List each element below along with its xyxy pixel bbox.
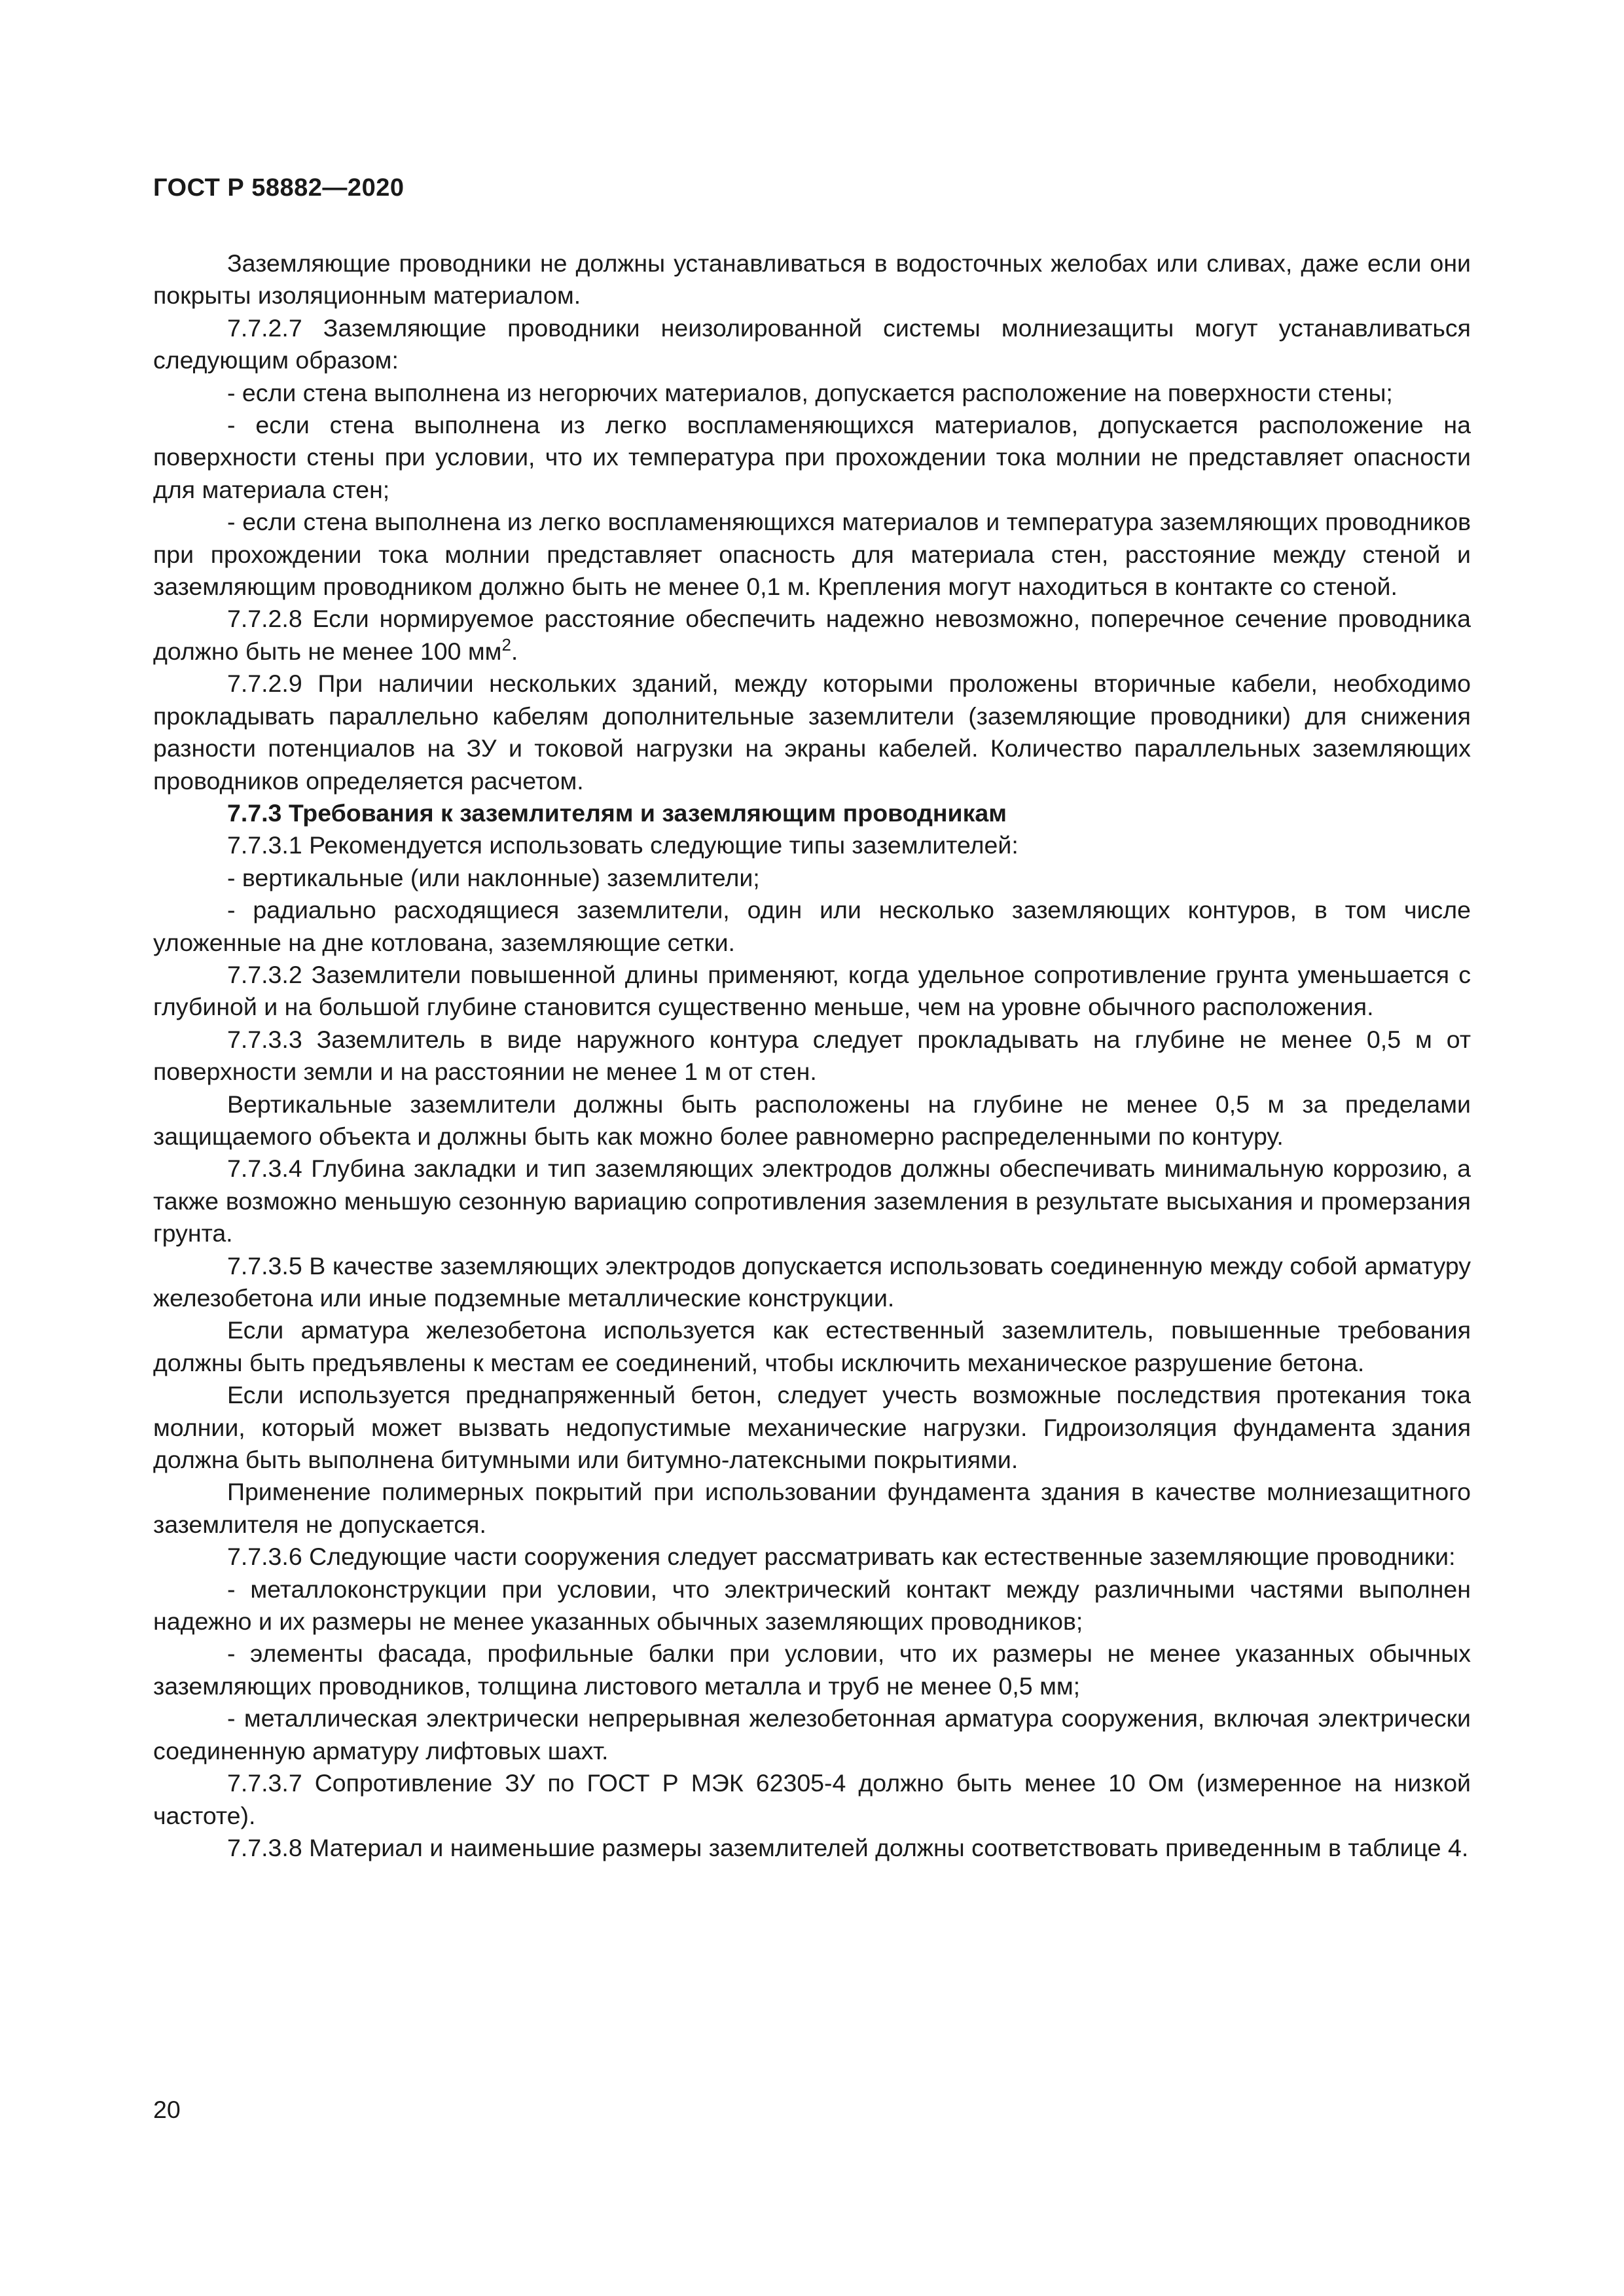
paragraph-7728-tail: . bbox=[511, 637, 518, 665]
list-item: - вертикальные (или наклонные) заземлители; bbox=[227, 863, 760, 891]
list-item: - если стена выполнена из легко воспламеняющихся материалов, допускается расположение на поверхности стены при условии, что их температура при прохождении тока молнии не представляет опасности для материала стен; bbox=[153, 411, 1471, 503]
paragraph: 7.7.2.7 Заземляющие проводники неизолированной системы молниезащиты могут устанавливаться следующим образом: bbox=[153, 314, 1471, 374]
paragraph: 7.7.3.5 В качестве заземляющих электродов допускается использовать соединенную между собой арматуру железобетона или иные подземные металлические конструкции. bbox=[153, 1251, 1471, 1312]
document-body bbox=[153, 247, 1471, 1864]
list-item: - металлическая электрически непрерывная железобетонная арматура сооружения, включая электрически соединенную арматуру лифтовых шахт. bbox=[153, 1704, 1471, 1765]
paragraph: 7.7.3.1 Рекомендуется использовать следующие типы заземлителей: bbox=[227, 831, 1019, 859]
list-item: - радиально расходящиеся заземлители, один или несколько заземляющих контуров, в том числе уложенные на дне котлована, заземляющие сетки. bbox=[153, 896, 1471, 956]
superscript: 2 bbox=[501, 634, 511, 655]
paragraph: Вертикальные заземлители должны быть расположены на глубине не менее 0,5 м за пределами защищаемого объекта и должны быть как можно более равномерно распределенными по контуру. bbox=[153, 1090, 1471, 1150]
list-item: - если стена выполнена из негорючих материалов, допускается расположение на поверхности стены; bbox=[227, 378, 1393, 406]
paragraph: 7.7.3.6 Следующие части сооружения следует рассматривать как естественные заземляющие проводники: bbox=[227, 1543, 1456, 1571]
paragraph-7728 bbox=[153, 603, 1471, 668]
paragraph: 7.7.2.9 При наличии нескольких зданий, между которыми проложены вторичные кабели, необходимо прокладывать параллельно кабелям дополнительные заземлители (заземляющие проводники) для снижения разности потенциалов на ЗУ и токовой нагрузки на экраны кабелей. Количество параллельных заземляющих проводников определяется расчетом. bbox=[153, 670, 1471, 795]
paragraph: Заземляющие проводники не должны устанавливаться в водосточных желобах или сливах, даже если они покрыты изоляционным материалом. bbox=[153, 249, 1471, 310]
paragraph: 7.7.3.3 Заземлитель в виде наружного контура следует прокладывать на глубине не менее 0,5 м от поверхности земли и на расстоянии не менее 1 м от стен. bbox=[153, 1025, 1471, 1086]
paragraph-7728-text: 7.7.2.8 Если нормируемое расстояние обеспечить надежно невозможно, поперечное сечение проводника должно быть не менее 100 мм bbox=[153, 605, 1471, 665]
section-heading: 7.7.3 Требования к заземлителям и заземляющим проводникам bbox=[227, 798, 1007, 827]
paragraph: Если используется преднапряженный бетон, следует учесть возможные последствия протекания тока молнии, который может вызвать недопустимые механические нагрузки. Гидроизоляция фундамента здания должна быть выполнена битумными или битумно-латексными покрытиями. bbox=[153, 1381, 1471, 1474]
page-number: 20 bbox=[153, 2096, 181, 2123]
paragraph: 7.7.3.2 Заземлители повышенной длины применяют, когда удельное сопротивление грунта уменьшается с глубиной и на большой глубине становится существенно меньше, чем на уровне обычного расположения. bbox=[153, 960, 1471, 1021]
list-item: - элементы фасада, профильные балки при условии, что их размеры не менее указанных обычных заземляющих проводников, толщина листового металла и труб не менее 0,5 мм; bbox=[153, 1640, 1471, 1700]
paragraph: Применение полимерных покрытий при использовании фундамента здания в качестве молниезащитного заземлителя не допускается. bbox=[153, 1478, 1471, 1538]
list-item: - если стена выполнена из легко воспламеняющихся материалов и температура заземляющих проводников при прохождении тока молнии представляет опасность для материала стен, расстояние между стеной и заземляющим проводником должно быть не менее 0,1 м. Крепления могут находиться в контакте со стеной. bbox=[153, 508, 1471, 601]
document-header: ГОСТ Р 58882—2020 bbox=[153, 174, 405, 202]
paragraph: Если арматура железобетона используется как естественный заземлитель, повышенные требования должны быть предъявлены к местам ее соединений, чтобы исключить механическое разрушение бетона. bbox=[153, 1316, 1471, 1376]
paragraph: 7.7.3.8 Материал и наименьшие размеры заземлителей должны соответствовать приведенным в таблице 4. bbox=[227, 1833, 1469, 1861]
list-item: - металлоконструкции при условии, что электрический контакт между различными частями выполнен надежно и их размеры не менее указанных обычных заземляющих проводников; bbox=[153, 1575, 1471, 1636]
paragraph: 7.7.3.7 Сопротивление ЗУ по ГОСТ Р МЭК 62305-4 должно быть менее 10 Ом (измеренное на низкой частоте). bbox=[153, 1769, 1471, 1829]
paragraph: 7.7.3.4 Глубина закладки и тип заземляющих электродов должны обеспечивать минимальную коррозию, а также возможно меньшую сезонную вариацию сопротивления заземления в результате высыхания и промерзания грунта. bbox=[153, 1155, 1471, 1247]
